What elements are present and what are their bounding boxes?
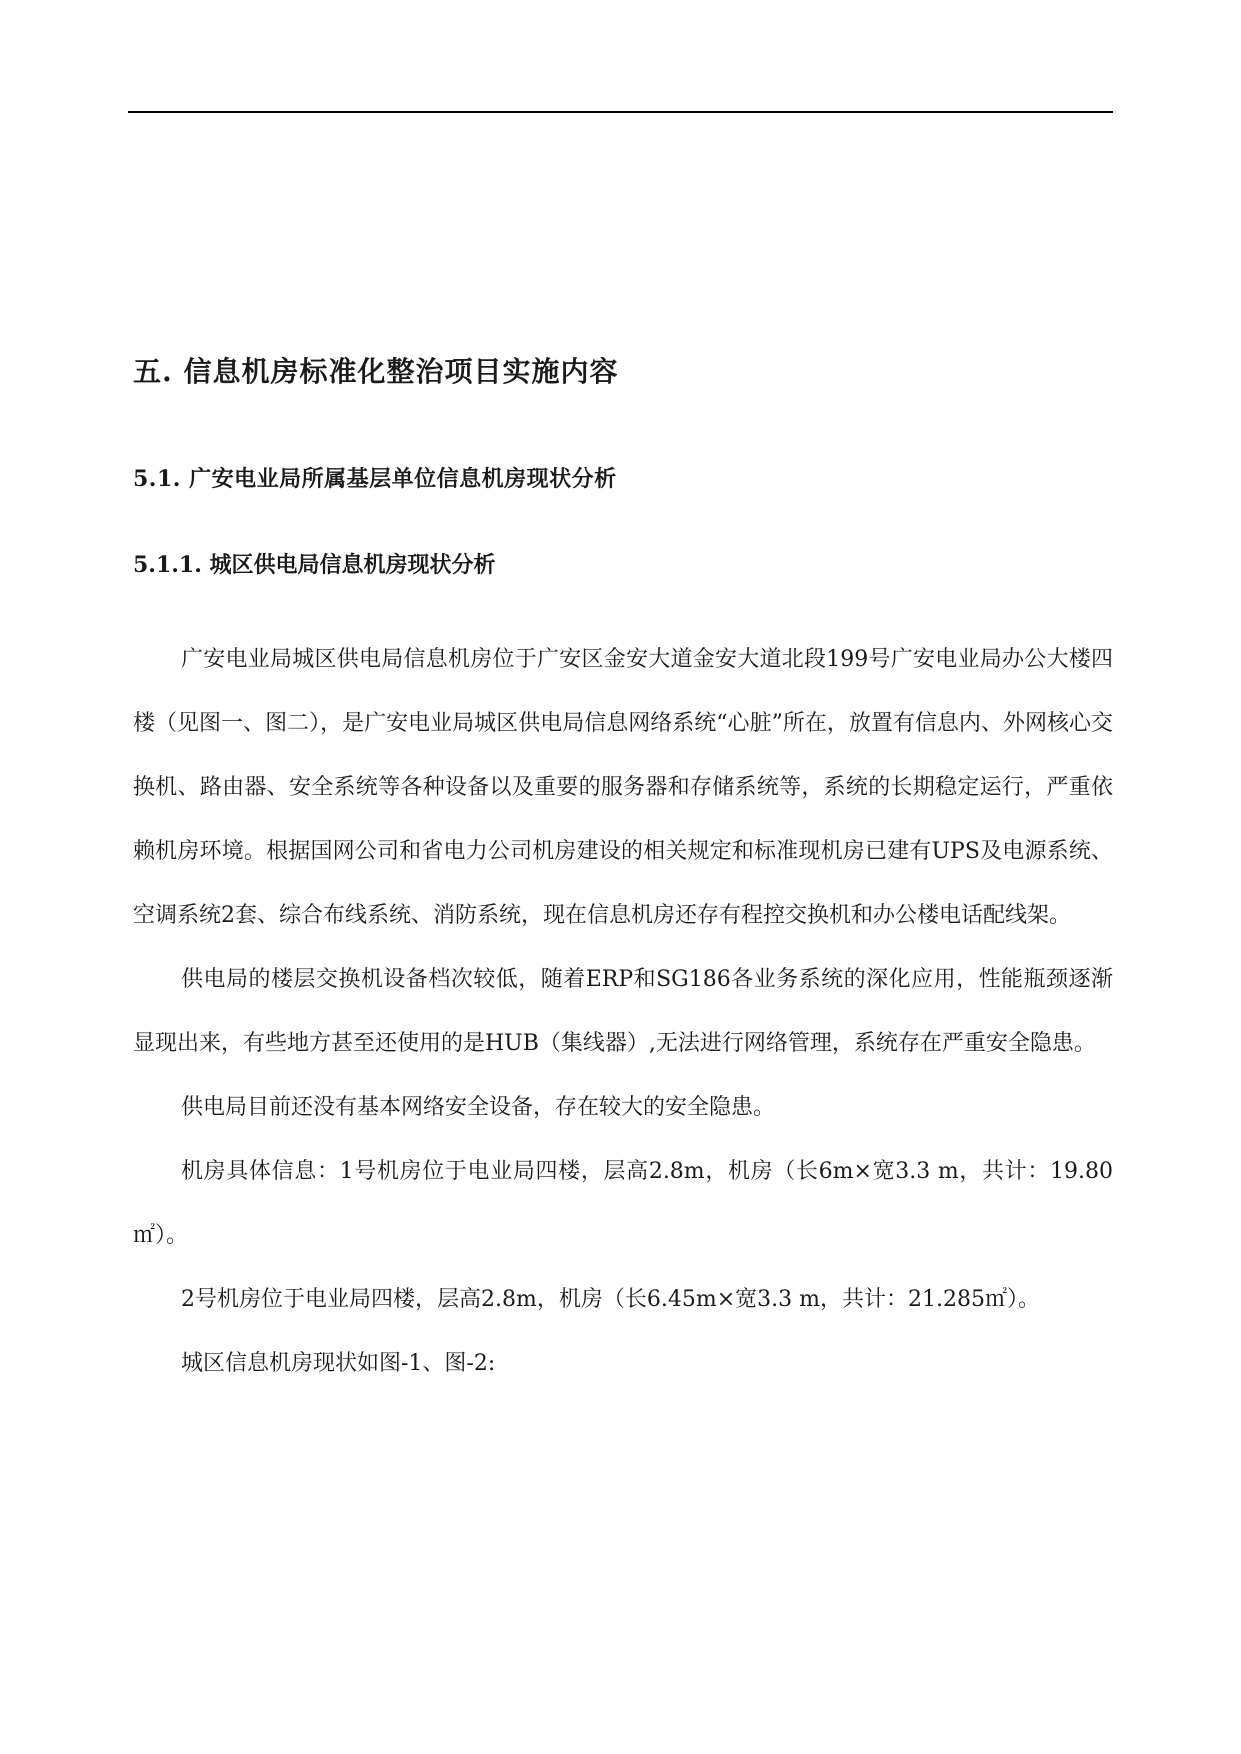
subsection-heading: 5.1. 广安电业局所属基层单位信息机房现状分析 <box>133 466 617 492</box>
paragraph: 供电局目前还没有基本网络安全设备，存在较大的安全隐患。 <box>181 1095 776 1120</box>
paragraph: 供电局的楼层交换机设备档次较低，随着ERP和SG186各业务系统的深化应用，性能瓶颈逐渐显现出来，有些地方甚至还使用的是HUB（集线器）,无法进行网络管理，系统存在严重安全隐患。 <box>133 967 1113 1056</box>
section-heading: 五. 信息机房标准化整治项目实施内容 <box>133 355 619 388</box>
paragraph: 城区信息机房现状如图-1、图-2: <box>181 1351 496 1376</box>
paragraph: 2号机房位于电业局四楼，层高2.8m，机房（长6.45m×宽3.3 m，共计：21.285㎡）。 <box>181 1287 1040 1312</box>
paragraph: 机房具体信息：1号机房位于电业局四楼，层高2.8m，机房（长6m×宽3.3 m，共计：19.80㎡）。 <box>133 1159 1113 1248</box>
paragraph: 广安电业局城区供电局信息机房位于广安区金安大道金安大道北段199号广安电业局办公大楼四楼（见图一、图二），是广安电业局城区供电局信息网络系统“心脏”所在，放置有信息内、外网核心交换机、路由器、安全系统等各种设备以及重要的服务器和存储系统等，系统的长期稳定运行，严重依赖机房环境。根据国网公司和省电力公司机房建设的相关规定和标准现机房已建有UPS及电源系统、空调系统2套、综合布线系统、消防系统，现在信息机房还存有程控交换机和办公楼电话配线架。 <box>133 647 1113 928</box>
subsubsection-heading: 5.1.1. 城区供电局信息机房现状分析 <box>133 552 496 578</box>
header-rule <box>128 111 1113 113</box>
body-text <box>133 628 1113 1396</box>
